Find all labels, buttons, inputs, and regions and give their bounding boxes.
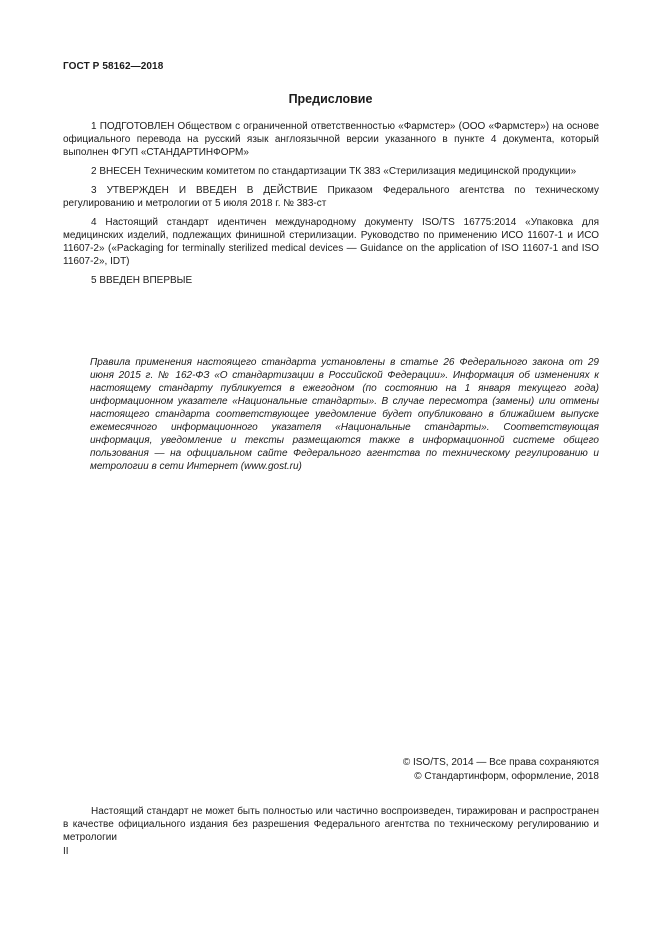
foreword-item-4: 4 Настоящий стандарт идентичен международному документу ISO/TS 16775:2014 «Упаковка для медицинских изделий, подлежащих финишной стерилизации. Руководство по применению ИСО 11607-1 и ИСО 11607-2» («Packaging for terminally sterilized medical devices — Guidance on the application of ISO 11607-1 and ISO 11607-2», IDT) (63, 217, 599, 267)
foreword-items (63, 120, 599, 293)
rights-notice: Настоящий стандарт не может быть полностью или частично воспроизведен, тиражирован и распространен в качестве официального издания без разрешения Федерального агентства по техническому регулированию и метрологии (63, 806, 599, 843)
foreword-item-1: 1 ПОДГОТОВЛЕН Обществом с ограниченной ответственностью «Фармстер» (ООО «Фармстер») на основе официального перевода на русский язык англоязычной версии указанного в пункте 4 документа, который выполнен ФГУП «СТАНДАРТИНФОРМ» (63, 121, 599, 158)
page-number: II (63, 846, 69, 857)
application-note: Правила применения настоящего стандарта установлены в статье 26 Федерального закона от 29 июня 2015 г. № 162-ФЗ «О стандартизации в Российской Федерации». Информация об изменениях к настоящему стандарту публикуется в ежегодном (по состоянию на 1 января текущего года) информационном указателе «Национальные стандарты». В случае пересмотра (замены) или отмены настоящего стандарта соответствующее уведомление будет опубликовано в ближайшем выпуске ежемесячного информационного указателя «Национальные стандарты». Соответствующая информация, уведомление и тексты размещаются также в информационной системе общего пользования — на официальном сайте Федерального агентства по техническому регулированию и метрологии в сети Интернет (www.gost.ru) (90, 357, 599, 472)
section-title: Предисловие (288, 92, 373, 106)
foreword-item-2: 2 ВНЕСЕН Техническим комитетом по стандартизации ТК 383 «Стерилизация медицинской продукции» (91, 166, 577, 177)
copyright-standartinform: © Стандартинформ, оформление, 2018 (414, 771, 599, 782)
foreword-item-5: 5 ВВЕДЕН ВПЕРВЫЕ (91, 275, 193, 286)
foreword-item-3: 3 УТВЕРЖДЕН И ВВЕДЕН В ДЕЙСТВИЕ Приказом Федерального агентства по техническому регулированию и метрологии от 5 июля 2018 г. № 383-ст (63, 185, 599, 209)
standard-code: ГОСТ Р 58162—2018 (63, 61, 164, 72)
copyright-iso: © ISO/TS, 2014 — Все права сохраняются (402, 757, 599, 768)
